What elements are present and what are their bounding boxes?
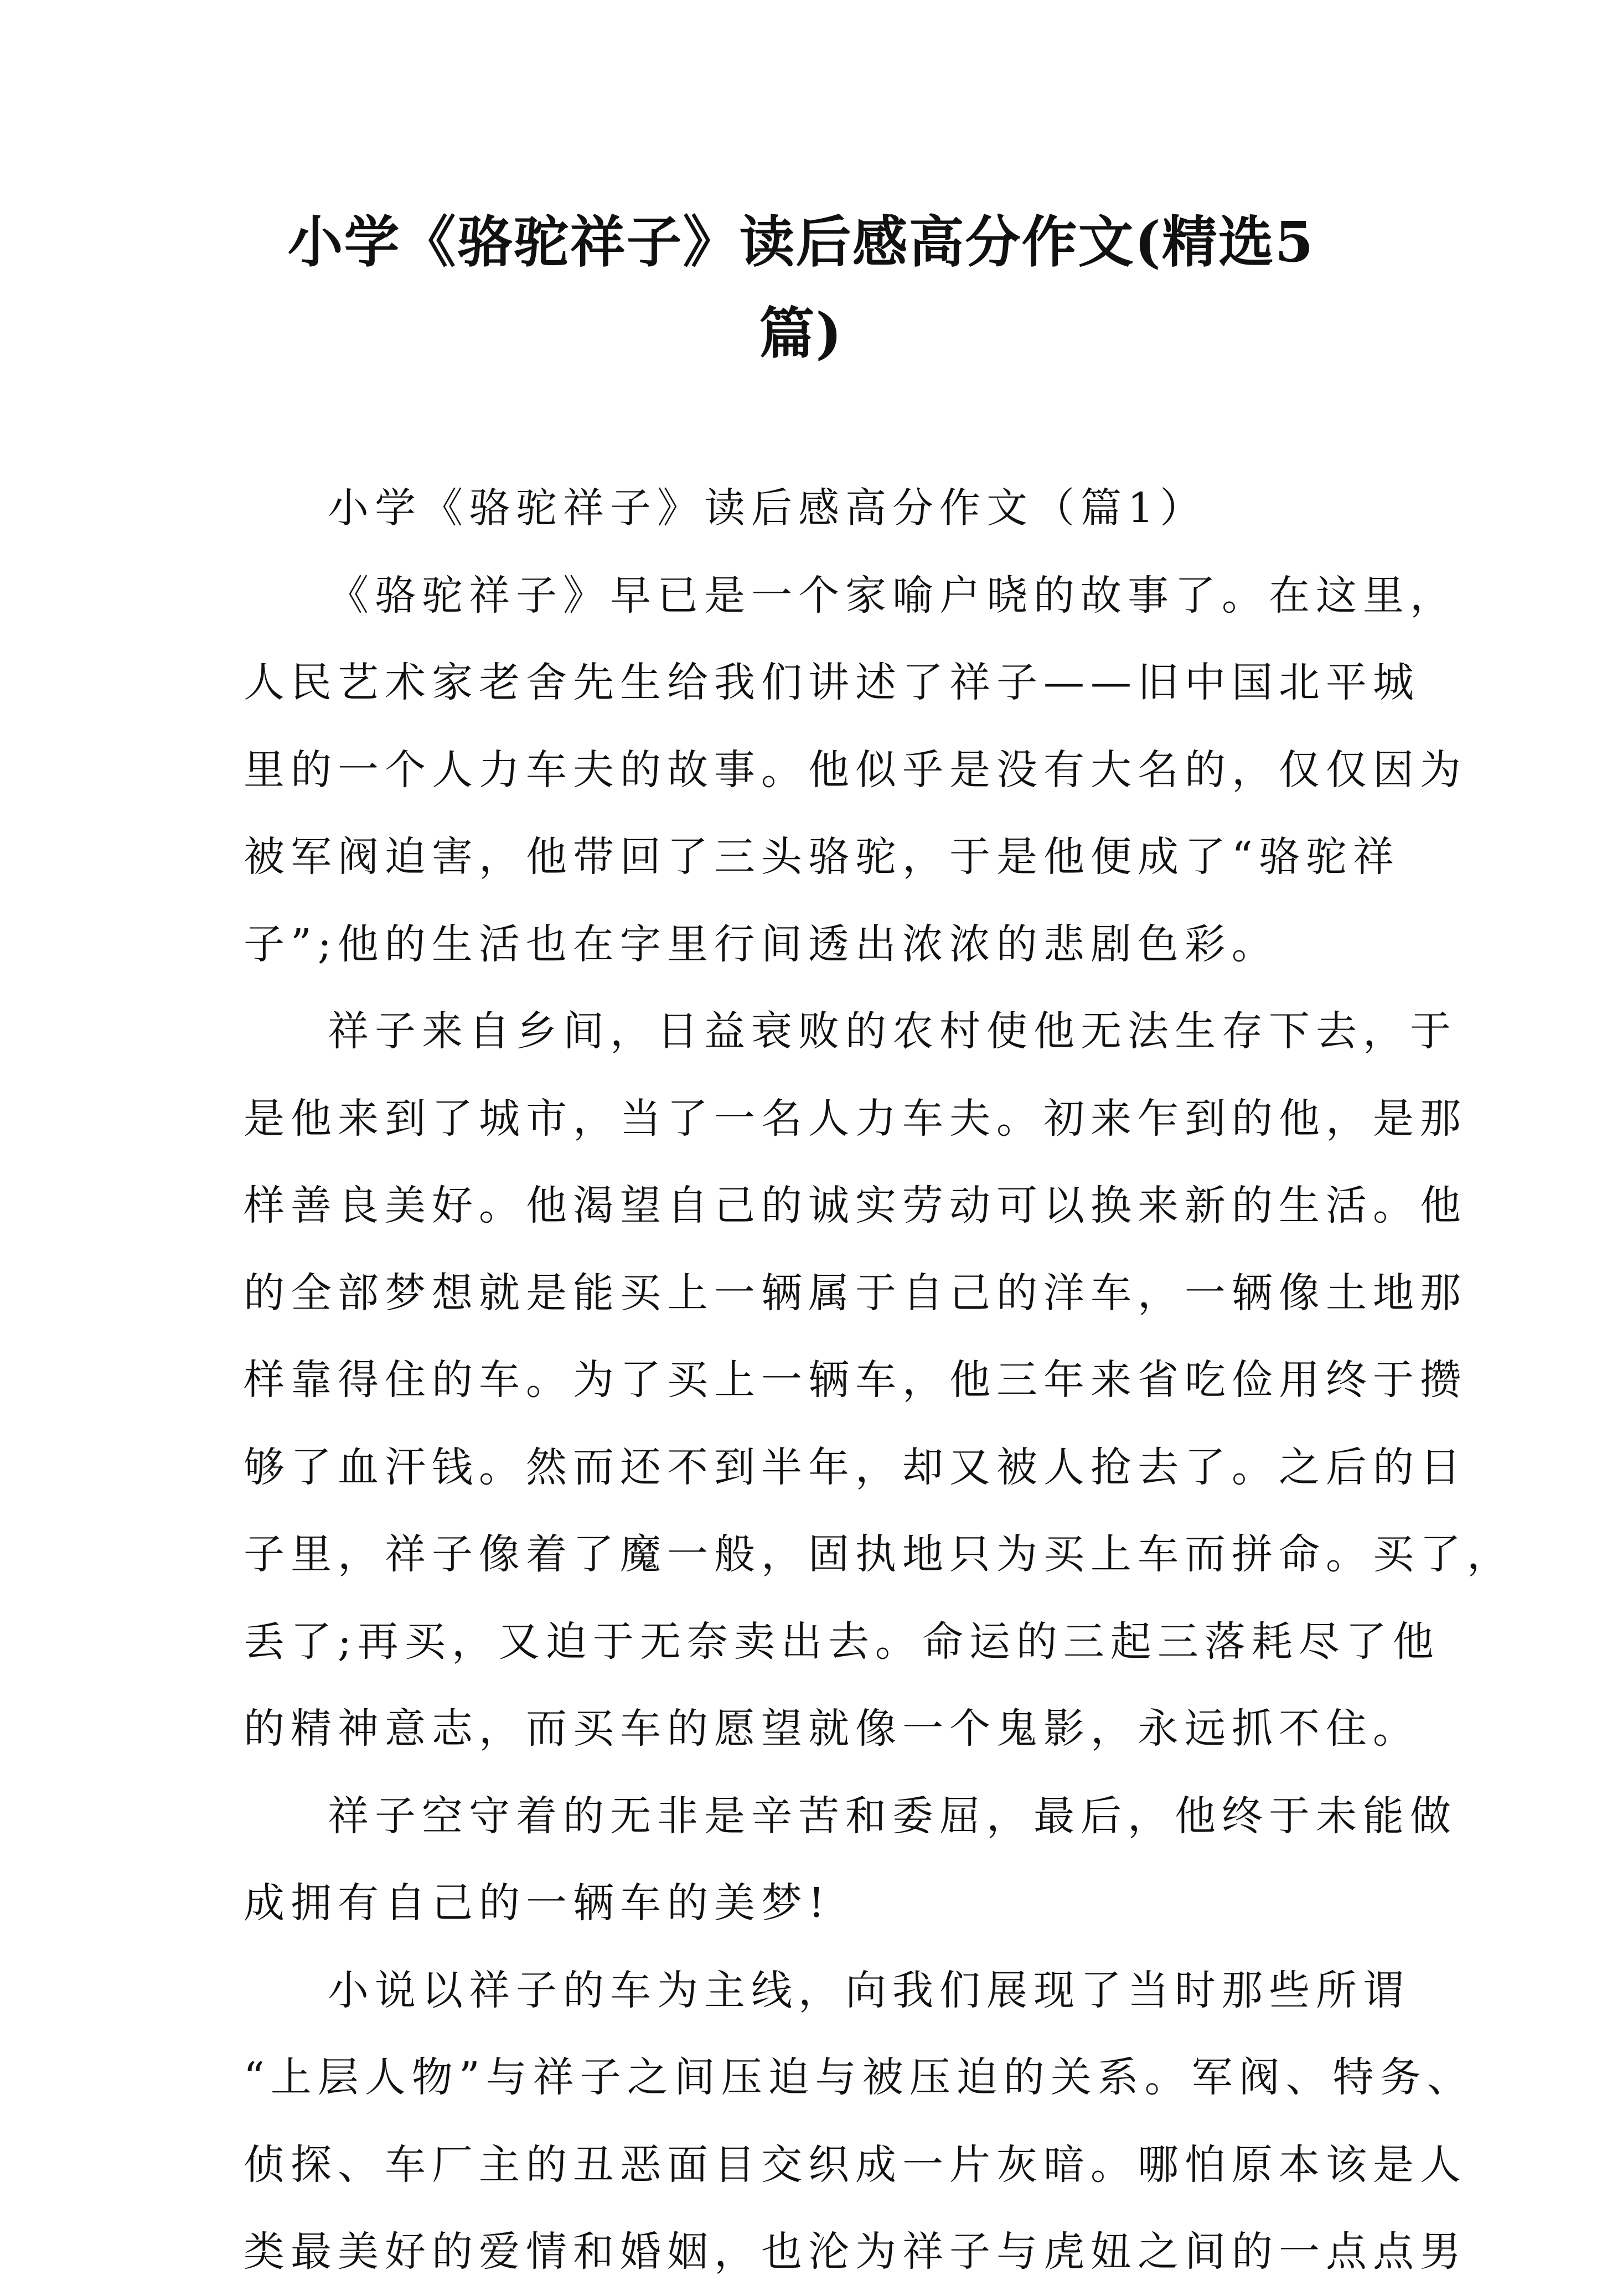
title-line: 小学《骆驼祥子》读后感高分作文(精选5 xyxy=(287,209,1315,275)
text-line: 侦探、车厂主的丑恶面目交织成一片灰暗。哪怕原本该是人 xyxy=(244,2140,1467,2189)
text-line: 子里，祥子像着了魔一般，固执地只为买上车而拼命。买了， xyxy=(244,1530,1514,1578)
text-line: 人民艺术家老舍先生给我们讲述了祥子——旧中国北平城 xyxy=(244,659,1420,706)
text-line: 丢了;再买，又迫于无奈卖出去。命运的三起三落耗尽了他 xyxy=(244,1617,1440,1666)
text-line: 被军阀迫害，他带回了三头骆驼，于是他便成了“骆驼祥 xyxy=(244,833,1400,881)
text-line: 里的一个人力车夫的故事。他似乎是没有大名的，仅仅因为 xyxy=(244,746,1467,794)
paragraph-4 xyxy=(244,1947,1474,2296)
text-line: 样靠得住的车。为了买上一辆车，他三年来省吃俭用终于攒 xyxy=(244,1356,1467,1404)
text-line: 够了血汗钱。然而还不到半年，却又被人抢去了。之后的日 xyxy=(244,1443,1467,1491)
text-line: 的精神意志，而买车的愿望就像一个鬼影，永远抓不住。 xyxy=(244,1705,1420,1752)
text-line: 的全部梦想就是能买上一辆属于自己的洋车，一辆像土地那 xyxy=(244,1269,1467,1317)
text-line: 成拥有自己的一辆车的美梦! xyxy=(244,1879,831,1927)
text-line: 祥子空守着的无非是辛苦和委屈，最后，他终于未能做 xyxy=(328,1792,1457,1840)
text-line: 《骆驼祥子》早已是一个家喻户晓的故事了。在这里， xyxy=(328,571,1457,619)
paragraph-2 xyxy=(244,988,1514,1773)
section-heading xyxy=(244,465,1358,552)
paragraph-3 xyxy=(244,1773,1457,1947)
title-line: 篇) xyxy=(759,301,843,366)
text-line: 祥子来自乡间，日益衰败的农村使他无法生存下去，于 xyxy=(328,1007,1457,1055)
text-line: 类最美好的爱情和婚姻，也沦为祥子与虎妞之间的一点点男 xyxy=(244,2228,1467,2276)
text-line: 子”;他的生活也在字里行间透出浓浓的悲剧色彩。 xyxy=(244,920,1279,968)
text-line: 样善良美好。他渴望自己的诚实劳动可以换来新的生活。他 xyxy=(244,1182,1467,1229)
document-title xyxy=(244,196,1358,379)
paragraph-1 xyxy=(244,552,1467,989)
text-line: 小说以祥子的车为主线，向我们展现了当时那些所谓 xyxy=(328,1966,1410,2014)
text-line: 是他来到了城市，当了一名人力车夫。初来乍到的他，是那 xyxy=(244,1094,1467,1142)
section-heading-text: 小学《骆驼祥子》读后感高分作文（篇1） xyxy=(328,484,1207,532)
document-body xyxy=(244,465,1514,2296)
text-line: “上层人物”与祥子之间压迫与被压迫的关系。军阀、特务、 xyxy=(244,2054,1474,2101)
